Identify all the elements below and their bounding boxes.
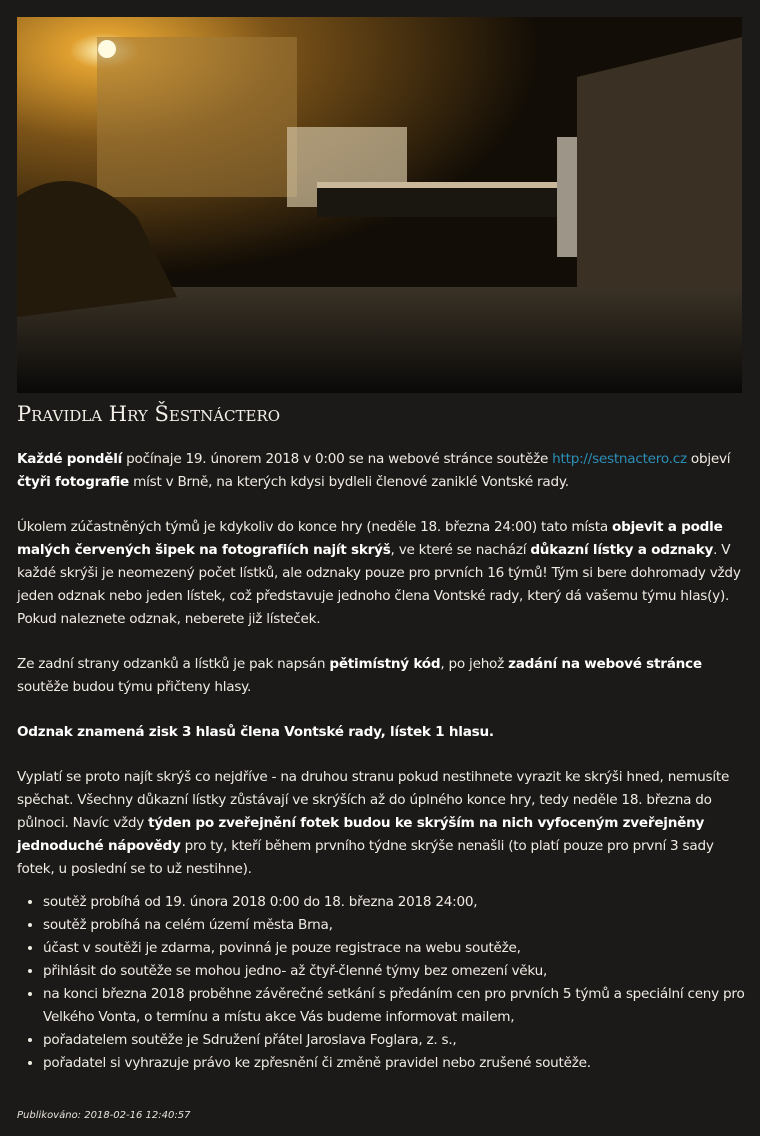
paragraph-scoring	[17, 721, 745, 744]
text: pro ty, kteří během prvního týdne skrýše nenašli (to platí pouze pro první 3 sady fotek, u poslední se to už nestihne).	[17, 838, 714, 877]
list-item: • soutěž probíhá od 19. února 2018 0:00 do 18. března 2018 24:00,	[43, 891, 745, 914]
bold-text: Odznak znamená zisk 3 hlasů člena Vontské rady, lístek 1 hlasu.	[17, 724, 494, 740]
paragraph-task	[17, 516, 745, 631]
article	[17, 402, 745, 1075]
paragraph-intro	[17, 448, 745, 494]
text: , ve které se nachází	[390, 542, 531, 558]
published-date: Publikováno: 2018-02-16 12:40:57	[17, 1110, 191, 1121]
list-item: • přihlásit do soutěže se mohou jedno- až čtyř-členné týmy bez omezení věku,	[43, 960, 745, 983]
bold-text: Každé pondělí	[17, 451, 123, 467]
bold-text: pětimístný kód	[329, 656, 441, 672]
text: objeví	[686, 451, 731, 467]
text: Úkolem zúčastněných týmů je kdykoliv do konce hry (neděle 18. března 24:00) tato místa	[17, 519, 612, 535]
night-scene-illustration	[17, 17, 742, 393]
text: , po jehož	[440, 656, 509, 672]
text: Vyplatí se proto najít skrýš co nejdříve - na druhou stranu pokud nestihnete vyrazit ke skrýši hned, nemusíte spěchat. Všechny důkazní lístky zůstávají ve skrýších až do úplného konce hry, tedy neděle 18. března do půlnoci. Navíc vždy	[17, 769, 730, 831]
list-item: • účast v soutěži je zdarma, povinná je pouze registrace na webu soutěže,	[43, 937, 745, 960]
list-item: • na konci března 2018 proběhne závěrečné setkání s předáním cen pro prvních 5 týmů a speciální ceny pro Velkého Vonta, o termínu a místu akce Vás budeme informovat mailem,	[43, 983, 745, 1029]
paragraph-hints	[17, 766, 745, 881]
bold-text: objevit a podle malých červených šipek na fotografiích najít skrýš	[17, 519, 723, 558]
list-item: • soutěž probíhá na celém území města Brna,	[43, 914, 745, 937]
paragraph-code	[17, 653, 745, 699]
list-item: • pořadatel si vyhrazuje právo ke zpřesnění či změně pravidel nebo zrušené soutěže.	[43, 1052, 745, 1075]
text: soutěže budou týmu přičteny hlasy.	[17, 679, 252, 695]
header-photo-night-bridge	[17, 17, 742, 393]
bold-text: týden po zveřejnění fotek budou ke skrýším na nich vyfoceným zveřejněny jednoduché nápovědy	[17, 815, 705, 854]
rules-list	[17, 891, 745, 1075]
bold-text: zadání na webové stránce	[508, 656, 702, 672]
text: Ze zadní strany odzanků a lístků je pak napsán	[17, 656, 330, 672]
bold-text: důkazní lístky a odznaky	[530, 542, 714, 558]
list-item: • pořadatelem soutěže je Sdružení přátel Jaroslava Foglara, z. s.,	[43, 1029, 745, 1052]
bold-text: čtyři fotografie	[17, 474, 130, 490]
text: míst v Brně, na kterých kdysi bydleli členové zaniklé Vontské rady.	[129, 474, 569, 490]
page-title: Pravidla Hry Šestnáctero	[17, 402, 281, 426]
text: . V každé skrýši je neomezený počet lístků, ale odznaky pouze pro prvních 16 týmů! Tým si bere dohromady vždy jeden odznak nebo jeden lístek, což představuje jednoho člena Vontské rady, který dá vašemu týmu hlas(y). Pokud naleznete odznak, neberete již lísteček.	[17, 542, 741, 627]
text: počínaje 19. únorem 2018 v 0:00 se na webové stránce soutěže	[122, 451, 553, 467]
website-link[interactable]: http://sestnactero.cz	[552, 451, 687, 467]
